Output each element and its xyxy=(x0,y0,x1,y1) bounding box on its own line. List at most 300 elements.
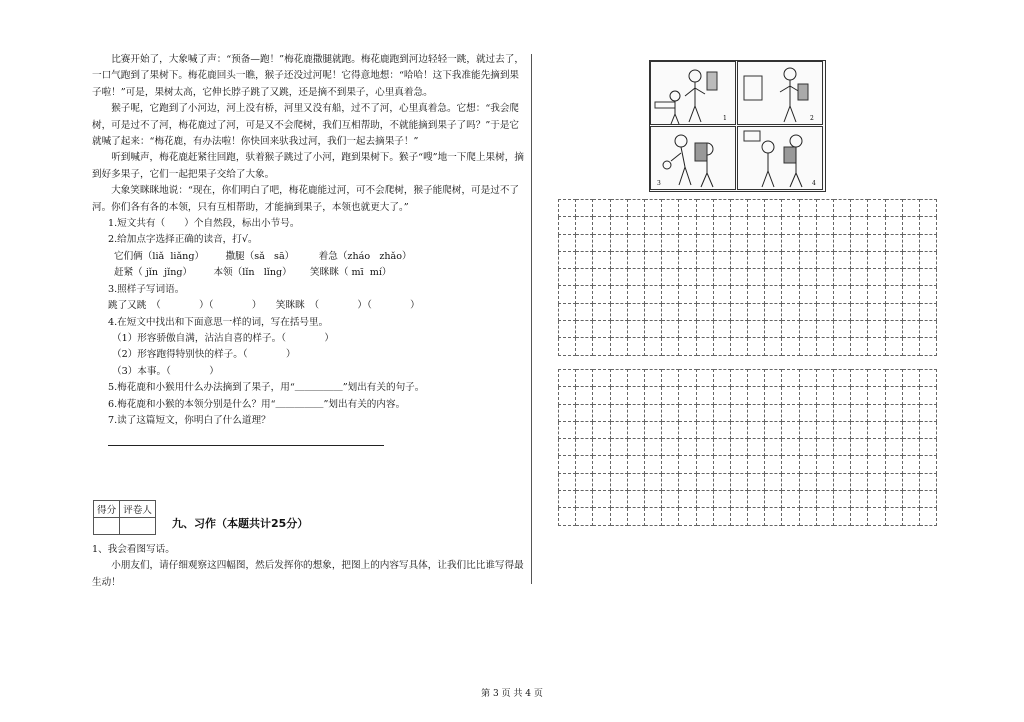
grid-cell[interactable] xyxy=(782,439,799,456)
grid-cell[interactable] xyxy=(902,491,919,508)
grid-cell[interactable] xyxy=(868,338,885,355)
grid-cell[interactable] xyxy=(902,234,919,251)
grid-cell[interactable] xyxy=(559,269,576,286)
grid-cell[interactable] xyxy=(799,404,816,421)
grid-cell[interactable] xyxy=(644,370,661,387)
grid-cell[interactable] xyxy=(679,491,696,508)
grid-cell[interactable] xyxy=(834,286,851,303)
grid-cell[interactable] xyxy=(782,200,799,217)
grid-cell[interactable] xyxy=(765,456,782,473)
grid-cell[interactable] xyxy=(765,491,782,508)
grid-cell[interactable] xyxy=(662,286,679,303)
grid-cell[interactable] xyxy=(765,234,782,251)
grid-cell[interactable] xyxy=(679,321,696,338)
grid-cell[interactable] xyxy=(576,321,593,338)
grid-cell[interactable] xyxy=(834,491,851,508)
grid-cell[interactable] xyxy=(851,338,868,355)
grid-cell[interactable] xyxy=(559,421,576,438)
grid-cell[interactable] xyxy=(644,269,661,286)
grid-cell[interactable] xyxy=(662,387,679,404)
grid-cell[interactable] xyxy=(559,404,576,421)
grid-cell[interactable] xyxy=(610,370,627,387)
grid-cell[interactable] xyxy=(610,421,627,438)
answer-line[interactable] xyxy=(108,433,384,446)
grid-cell[interactable] xyxy=(593,286,610,303)
grid-cell[interactable] xyxy=(576,217,593,234)
grid-cell[interactable] xyxy=(576,303,593,320)
grid-cell[interactable] xyxy=(610,200,627,217)
grid-cell[interactable] xyxy=(765,421,782,438)
grid-cell[interactable] xyxy=(885,321,902,338)
grid-cell[interactable] xyxy=(627,421,644,438)
grid-cell[interactable] xyxy=(696,251,713,268)
grid-cell[interactable] xyxy=(799,338,816,355)
grid-cell[interactable] xyxy=(748,251,765,268)
grid-cell[interactable] xyxy=(816,387,833,404)
grid-cell[interactable] xyxy=(559,286,576,303)
grid-cell[interactable] xyxy=(610,473,627,490)
grid-cell[interactable] xyxy=(610,234,627,251)
grid-cell[interactable] xyxy=(868,370,885,387)
grid-cell[interactable] xyxy=(765,303,782,320)
grid-cell[interactable] xyxy=(696,286,713,303)
grid-cell[interactable] xyxy=(834,217,851,234)
grid-cell[interactable] xyxy=(919,269,936,286)
grid-cell[interactable] xyxy=(765,439,782,456)
grid-cell[interactable] xyxy=(713,370,730,387)
grid-cell[interactable] xyxy=(696,421,713,438)
grid-cell[interactable] xyxy=(696,217,713,234)
grid-cell[interactable] xyxy=(662,456,679,473)
grid-cell[interactable] xyxy=(627,491,644,508)
grid-cell[interactable] xyxy=(696,303,713,320)
grid-cell[interactable] xyxy=(696,269,713,286)
grid-cell[interactable] xyxy=(679,370,696,387)
grid-cell[interactable] xyxy=(748,234,765,251)
grid-cell[interactable] xyxy=(576,508,593,525)
grid-cell[interactable] xyxy=(885,200,902,217)
grid-cell[interactable] xyxy=(816,491,833,508)
grid-cell[interactable] xyxy=(816,508,833,525)
grid-cell[interactable] xyxy=(627,338,644,355)
grid-cell[interactable] xyxy=(593,456,610,473)
grid-cell[interactable] xyxy=(730,321,747,338)
grid-cell[interactable] xyxy=(696,439,713,456)
grid-cell[interactable] xyxy=(885,303,902,320)
grid-cell[interactable] xyxy=(748,508,765,525)
grid-cell[interactable] xyxy=(559,200,576,217)
grid-cell[interactable] xyxy=(627,217,644,234)
grid-cell[interactable] xyxy=(868,491,885,508)
grid-cell[interactable] xyxy=(816,200,833,217)
grid-cell[interactable] xyxy=(593,269,610,286)
grid-cell[interactable] xyxy=(644,404,661,421)
grader-cell[interactable] xyxy=(120,518,156,535)
grid-cell[interactable] xyxy=(851,473,868,490)
grid-cell[interactable] xyxy=(782,217,799,234)
grid-cell[interactable] xyxy=(576,286,593,303)
grid-cell[interactable] xyxy=(679,303,696,320)
grid-cell[interactable] xyxy=(782,404,799,421)
grid-cell[interactable] xyxy=(885,508,902,525)
grid-cell[interactable] xyxy=(713,200,730,217)
grid-cell[interactable] xyxy=(559,387,576,404)
grid-cell[interactable] xyxy=(713,303,730,320)
grid-cell[interactable] xyxy=(885,491,902,508)
grid-cell[interactable] xyxy=(679,473,696,490)
grid-cell[interactable] xyxy=(799,473,816,490)
grid-cell[interactable] xyxy=(919,439,936,456)
grid-cell[interactable] xyxy=(576,404,593,421)
grid-cell[interactable] xyxy=(902,404,919,421)
grid-cell[interactable] xyxy=(748,303,765,320)
grid-cell[interactable] xyxy=(748,338,765,355)
grid-cell[interactable] xyxy=(627,387,644,404)
grid-cell[interactable] xyxy=(713,251,730,268)
grid-cell[interactable] xyxy=(782,421,799,438)
grid-cell[interactable] xyxy=(816,456,833,473)
grid-cell[interactable] xyxy=(765,200,782,217)
grid-cell[interactable] xyxy=(662,338,679,355)
grid-cell[interactable] xyxy=(799,439,816,456)
grid-cell[interactable] xyxy=(919,251,936,268)
grid-cell[interactable] xyxy=(644,251,661,268)
grid-cell[interactable] xyxy=(902,473,919,490)
grid-cell[interactable] xyxy=(765,269,782,286)
grid-cell[interactable] xyxy=(885,217,902,234)
grid-cell[interactable] xyxy=(851,303,868,320)
grid-cell[interactable] xyxy=(696,473,713,490)
grid-cell[interactable] xyxy=(799,200,816,217)
grid-cell[interactable] xyxy=(627,456,644,473)
grid-cell[interactable] xyxy=(713,456,730,473)
grid-cell[interactable] xyxy=(713,439,730,456)
grid-cell[interactable] xyxy=(868,251,885,268)
grid-cell[interactable] xyxy=(902,421,919,438)
grid-cell[interactable] xyxy=(593,321,610,338)
grid-cell[interactable] xyxy=(885,338,902,355)
grid-cell[interactable] xyxy=(610,269,627,286)
grid-cell[interactable] xyxy=(748,217,765,234)
grid-cell[interactable] xyxy=(885,404,902,421)
grid-cell[interactable] xyxy=(662,370,679,387)
grid-cell[interactable] xyxy=(919,456,936,473)
grid-cell[interactable] xyxy=(799,421,816,438)
grid-cell[interactable] xyxy=(730,217,747,234)
grid-cell[interactable] xyxy=(730,404,747,421)
grid-cell[interactable] xyxy=(679,269,696,286)
grid-cell[interactable] xyxy=(679,404,696,421)
grid-cell[interactable] xyxy=(868,456,885,473)
grid-cell[interactable] xyxy=(834,251,851,268)
grid-cell[interactable] xyxy=(765,387,782,404)
grid-cell[interactable] xyxy=(644,338,661,355)
grid-cell[interactable] xyxy=(834,473,851,490)
grid-cell[interactable] xyxy=(644,473,661,490)
grid-cell[interactable] xyxy=(868,234,885,251)
grid-cell[interactable] xyxy=(765,508,782,525)
grid-cell[interactable] xyxy=(576,234,593,251)
grid-cell[interactable] xyxy=(834,404,851,421)
grid-cell[interactable] xyxy=(799,370,816,387)
grid-cell[interactable] xyxy=(644,234,661,251)
grid-cell[interactable] xyxy=(662,404,679,421)
grid-cell[interactable] xyxy=(765,321,782,338)
grid-cell[interactable] xyxy=(919,321,936,338)
grid-cell[interactable] xyxy=(730,456,747,473)
grid-cell[interactable] xyxy=(868,321,885,338)
grid-cell[interactable] xyxy=(885,456,902,473)
grid-cell[interactable] xyxy=(851,321,868,338)
grid-cell[interactable] xyxy=(919,234,936,251)
grid-cell[interactable] xyxy=(799,286,816,303)
grid-cell[interactable] xyxy=(868,269,885,286)
grid-cell[interactable] xyxy=(816,421,833,438)
grid-cell[interactable] xyxy=(851,456,868,473)
grid-cell[interactable] xyxy=(816,269,833,286)
grid-cell[interactable] xyxy=(834,421,851,438)
grid-cell[interactable] xyxy=(627,404,644,421)
grid-cell[interactable] xyxy=(748,286,765,303)
grid-cell[interactable] xyxy=(593,404,610,421)
grid-cell[interactable] xyxy=(679,251,696,268)
grid-cell[interactable] xyxy=(885,269,902,286)
grid-cell[interactable] xyxy=(627,200,644,217)
grid-cell[interactable] xyxy=(782,473,799,490)
grid-cell[interactable] xyxy=(868,439,885,456)
grid-cell[interactable] xyxy=(696,456,713,473)
score-cell[interactable] xyxy=(94,518,120,535)
grid-cell[interactable] xyxy=(782,286,799,303)
grid-cell[interactable] xyxy=(730,508,747,525)
grid-cell[interactable] xyxy=(559,508,576,525)
grid-cell[interactable] xyxy=(799,456,816,473)
grid-cell[interactable] xyxy=(696,387,713,404)
grid-cell[interactable] xyxy=(627,303,644,320)
grid-cell[interactable] xyxy=(868,404,885,421)
grid-cell[interactable] xyxy=(748,387,765,404)
grid-cell[interactable] xyxy=(816,303,833,320)
grid-cell[interactable] xyxy=(799,217,816,234)
grid-cell[interactable] xyxy=(816,404,833,421)
grid-cell[interactable] xyxy=(782,251,799,268)
grid-cell[interactable] xyxy=(851,404,868,421)
grid-cell[interactable] xyxy=(816,321,833,338)
grid-cell[interactable] xyxy=(576,338,593,355)
grid-cell[interactable] xyxy=(610,387,627,404)
grid-cell[interactable] xyxy=(799,387,816,404)
grid-cell[interactable] xyxy=(919,508,936,525)
grid-cell[interactable] xyxy=(559,251,576,268)
grid-cell[interactable] xyxy=(868,508,885,525)
grid-cell[interactable] xyxy=(559,491,576,508)
grid-cell[interactable] xyxy=(799,251,816,268)
grid-cell[interactable] xyxy=(610,491,627,508)
grid-cell[interactable] xyxy=(902,303,919,320)
grid-cell[interactable] xyxy=(748,200,765,217)
grid-cell[interactable] xyxy=(902,251,919,268)
grid-cell[interactable] xyxy=(748,370,765,387)
grid-cell[interactable] xyxy=(730,234,747,251)
grid-cell[interactable] xyxy=(662,217,679,234)
grid-cell[interactable] xyxy=(799,234,816,251)
writing-grid-2[interactable] xyxy=(558,369,937,526)
grid-cell[interactable] xyxy=(662,473,679,490)
grid-cell[interactable] xyxy=(593,251,610,268)
grid-cell[interactable] xyxy=(834,387,851,404)
grid-cell[interactable] xyxy=(816,439,833,456)
grid-cell[interactable] xyxy=(868,303,885,320)
grid-cell[interactable] xyxy=(834,303,851,320)
grid-cell[interactable] xyxy=(644,321,661,338)
grid-cell[interactable] xyxy=(816,217,833,234)
grid-cell[interactable] xyxy=(610,217,627,234)
grid-cell[interactable] xyxy=(679,456,696,473)
grid-cell[interactable] xyxy=(559,338,576,355)
grid-cell[interactable] xyxy=(593,200,610,217)
grid-cell[interactable] xyxy=(748,269,765,286)
grid-cell[interactable] xyxy=(730,303,747,320)
writing-grid-1[interactable] xyxy=(558,199,937,356)
grid-cell[interactable] xyxy=(919,387,936,404)
grid-cell[interactable] xyxy=(610,286,627,303)
grid-cell[interactable] xyxy=(679,217,696,234)
grid-cell[interactable] xyxy=(748,439,765,456)
grid-cell[interactable] xyxy=(868,286,885,303)
grid-cell[interactable] xyxy=(730,439,747,456)
grid-cell[interactable] xyxy=(644,217,661,234)
grid-cell[interactable] xyxy=(919,370,936,387)
grid-cell[interactable] xyxy=(696,508,713,525)
grid-cell[interactable] xyxy=(627,269,644,286)
grid-cell[interactable] xyxy=(679,234,696,251)
grid-cell[interactable] xyxy=(816,473,833,490)
grid-cell[interactable] xyxy=(593,217,610,234)
grid-cell[interactable] xyxy=(679,200,696,217)
grid-cell[interactable] xyxy=(919,421,936,438)
grid-cell[interactable] xyxy=(765,338,782,355)
grid-cell[interactable] xyxy=(851,508,868,525)
grid-cell[interactable] xyxy=(593,439,610,456)
grid-cell[interactable] xyxy=(799,491,816,508)
grid-cell[interactable] xyxy=(559,217,576,234)
grid-cell[interactable] xyxy=(696,404,713,421)
grid-cell[interactable] xyxy=(576,456,593,473)
grid-cell[interactable] xyxy=(902,439,919,456)
grid-cell[interactable] xyxy=(851,217,868,234)
grid-cell[interactable] xyxy=(559,439,576,456)
grid-cell[interactable] xyxy=(713,286,730,303)
grid-cell[interactable] xyxy=(902,456,919,473)
grid-cell[interactable] xyxy=(919,404,936,421)
grid-cell[interactable] xyxy=(730,491,747,508)
grid-cell[interactable] xyxy=(644,421,661,438)
grid-cell[interactable] xyxy=(610,251,627,268)
grid-cell[interactable] xyxy=(730,387,747,404)
grid-cell[interactable] xyxy=(662,200,679,217)
grid-cell[interactable] xyxy=(885,439,902,456)
grid-cell[interactable] xyxy=(748,321,765,338)
grid-cell[interactable] xyxy=(696,321,713,338)
grid-cell[interactable] xyxy=(765,404,782,421)
grid-cell[interactable] xyxy=(730,200,747,217)
grid-cell[interactable] xyxy=(851,491,868,508)
grid-cell[interactable] xyxy=(730,269,747,286)
grid-cell[interactable] xyxy=(851,387,868,404)
grid-cell[interactable] xyxy=(868,421,885,438)
grid-cell[interactable] xyxy=(662,321,679,338)
grid-cell[interactable] xyxy=(902,321,919,338)
grid-cell[interactable] xyxy=(610,303,627,320)
grid-cell[interactable] xyxy=(644,491,661,508)
grid-cell[interactable] xyxy=(644,508,661,525)
grid-cell[interactable] xyxy=(919,473,936,490)
grid-cell[interactable] xyxy=(576,421,593,438)
grid-cell[interactable] xyxy=(713,321,730,338)
grid-cell[interactable] xyxy=(713,234,730,251)
grid-cell[interactable] xyxy=(644,303,661,320)
grid-cell[interactable] xyxy=(868,217,885,234)
grid-cell[interactable] xyxy=(885,286,902,303)
grid-cell[interactable] xyxy=(851,269,868,286)
grid-cell[interactable] xyxy=(765,473,782,490)
grid-cell[interactable] xyxy=(919,217,936,234)
grid-cell[interactable] xyxy=(679,387,696,404)
grid-cell[interactable] xyxy=(765,370,782,387)
grid-cell[interactable] xyxy=(885,251,902,268)
grid-cell[interactable] xyxy=(713,508,730,525)
grid-cell[interactable] xyxy=(782,491,799,508)
grid-cell[interactable] xyxy=(799,508,816,525)
grid-cell[interactable] xyxy=(593,473,610,490)
grid-cell[interactable] xyxy=(593,421,610,438)
grid-cell[interactable] xyxy=(679,508,696,525)
grid-cell[interactable] xyxy=(748,456,765,473)
grid-cell[interactable] xyxy=(782,387,799,404)
grid-cell[interactable] xyxy=(730,473,747,490)
grid-cell[interactable] xyxy=(576,491,593,508)
grid-cell[interactable] xyxy=(713,421,730,438)
grid-cell[interactable] xyxy=(644,286,661,303)
grid-cell[interactable] xyxy=(902,387,919,404)
grid-cell[interactable] xyxy=(713,473,730,490)
grid-cell[interactable] xyxy=(559,303,576,320)
grid-cell[interactable] xyxy=(902,217,919,234)
grid-cell[interactable] xyxy=(576,200,593,217)
grid-cell[interactable] xyxy=(851,200,868,217)
grid-cell[interactable] xyxy=(748,421,765,438)
grid-cell[interactable] xyxy=(816,234,833,251)
grid-cell[interactable] xyxy=(696,200,713,217)
grid-cell[interactable] xyxy=(851,421,868,438)
grid-cell[interactable] xyxy=(765,217,782,234)
grid-cell[interactable] xyxy=(919,200,936,217)
grid-cell[interactable] xyxy=(593,491,610,508)
grid-cell[interactable] xyxy=(834,338,851,355)
grid-cell[interactable] xyxy=(593,338,610,355)
grid-cell[interactable] xyxy=(782,508,799,525)
grid-cell[interactable] xyxy=(730,286,747,303)
grid-cell[interactable] xyxy=(834,508,851,525)
grid-cell[interactable] xyxy=(816,286,833,303)
grid-cell[interactable] xyxy=(559,321,576,338)
grid-cell[interactable] xyxy=(782,338,799,355)
grid-cell[interactable] xyxy=(799,269,816,286)
grid-cell[interactable] xyxy=(748,404,765,421)
grid-cell[interactable] xyxy=(868,200,885,217)
grid-cell[interactable] xyxy=(902,286,919,303)
grid-cell[interactable] xyxy=(730,421,747,438)
